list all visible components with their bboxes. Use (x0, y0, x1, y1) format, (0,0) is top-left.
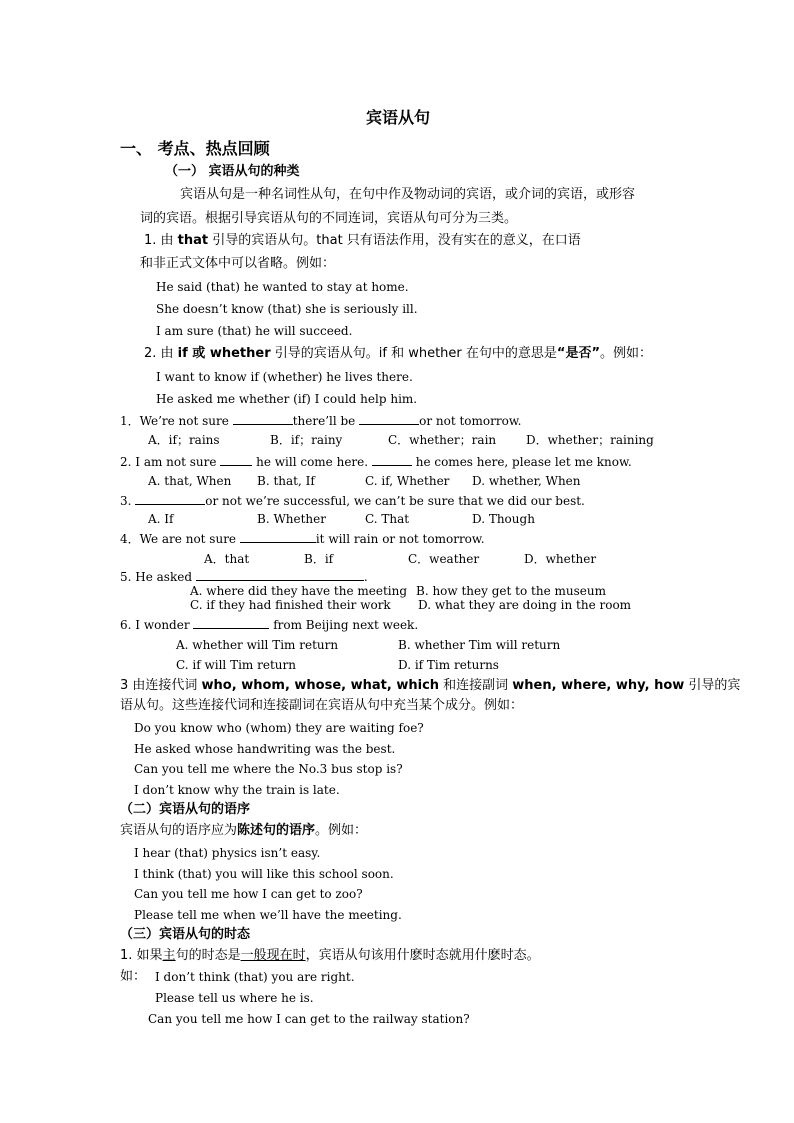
section-heading: 一、 考点、热点回顾 (120, 139, 270, 158)
option: A．that (204, 552, 250, 566)
example-sentence: He asked whose handwriting was the best. (134, 742, 396, 756)
example-sentence: Do you know who (whom) they are waiting foe? (134, 721, 424, 735)
option: B. that, If (257, 474, 315, 488)
example-sentence: Can you tell me how I can get to the railway station? (148, 1012, 470, 1026)
question-6: 6. I wonder from Beijing next week. (120, 618, 419, 632)
subsection-heading: （三）宾语从句的时态 (120, 927, 251, 942)
option: A. where did they have the meeting (190, 584, 408, 598)
answer-blank (240, 530, 316, 543)
option: B. how they get to the museum (416, 584, 606, 598)
example-sentence: I think (that) you will like this school soon. (134, 867, 394, 881)
option: B．if；rainy (270, 433, 343, 447)
example-sentence: I am sure (that) he will succeed. (156, 324, 353, 338)
option: B. Whether (257, 512, 326, 526)
intro-line: 词的宾语。根据引导宾语从句的不同连词，宾语从句可分为三类。 (140, 211, 518, 226)
option: D. what they are doing in the room (418, 598, 632, 612)
option: A. that, When (148, 474, 232, 488)
example-sentence: I don’t know why the train is late. (134, 783, 340, 797)
option: D. if Tim returns (398, 658, 499, 672)
question-3: 3. or not we’re successful, we can’t be sure that we did our best. (120, 494, 585, 508)
option: C. if will Tim return (176, 658, 296, 672)
example-label: 如： (120, 969, 147, 984)
answer-blank (372, 453, 412, 466)
example-sentence: Please tell us where he is. (155, 991, 314, 1005)
example-sentence: I don’t think (that) you are right. (155, 970, 355, 984)
example-sentence: Can you tell me where the No.3 bus stop is? (134, 762, 403, 776)
option: B. whether Tim will return (398, 638, 561, 652)
answer-blank (233, 412, 293, 425)
point-3-line: 语从句。这些连接代词和连接副词在宾语从句中充当某个成分。例如： (120, 698, 524, 713)
intro-line: 宾语从句是一种名词性从句，在句中作及物动词的宾语，或介词的宾语，或形容 (180, 187, 636, 202)
example-sentence: She doesn’t know (that) she is seriously ill. (156, 302, 418, 316)
example-sentence: He said (that) he wanted to stay at home. (156, 280, 409, 294)
question-4: 4．We are not sure it will rain or not tomorrow. (120, 532, 485, 546)
option: D．whether (524, 552, 597, 566)
example-sentence: I want to know if (whether) he lives there. (156, 370, 413, 384)
point-2: 2. 由 if 或 whether 引导的宾语从句。if 和 whether 在句中的意思是“是否”。例如： (144, 346, 653, 361)
option: C. That (365, 512, 410, 526)
example-sentence: Can you tell me how I can get to zoo? (134, 887, 363, 901)
point-3: 3 由连接代词 who, whom, whose, what, which 和连接副词 when, where, why, how 引导的宾 (120, 678, 741, 693)
option: C．weather (408, 552, 480, 566)
option: C. if they had finished their work (190, 598, 391, 612)
example-sentence: Please tell me when we’ll have the meeting. (134, 908, 402, 922)
question-1: 1．We’re not sure there’ll be or not tomorrow. (120, 414, 522, 428)
question-5: 5. He asked . (120, 570, 368, 584)
subsection-heading: （二）宾语从句的语序 (120, 802, 251, 817)
option: D. Though (472, 512, 535, 526)
option: D．whether；raining (526, 433, 654, 447)
answer-blank (196, 568, 364, 581)
example-sentence: I hear (that) physics isn’t easy. (134, 846, 321, 860)
answer-blank (220, 453, 252, 466)
option: A. whether will Tim return (176, 638, 339, 652)
option: C. if, Whether (365, 474, 450, 488)
answer-blank (359, 412, 419, 425)
answer-blank (193, 616, 269, 629)
subsection-heading: （一） 宾语从句的种类 (165, 164, 300, 179)
option: D. whether, When (472, 474, 581, 488)
option: B．if (304, 552, 334, 566)
point-1-line: 和非正式文体中可以省略。例如： (140, 256, 336, 271)
order-rule: 宾语从句的语序应为陈述句的语序。例如： (120, 823, 368, 838)
option: C．whether；rain (388, 433, 497, 447)
option: A．if；rains (148, 433, 220, 447)
page-title: 宾语从句 (366, 108, 431, 127)
point-1: 1. 由 that 引导的宾语从句。that 只有语法作用，没有实在的意义，在口语 (144, 233, 581, 248)
tense-rule: 1. 如果主句的时态是一般现在时，宾语从句该用什麽时态就用什麽时态。 (120, 948, 540, 963)
answer-blank (135, 492, 205, 505)
option: A. If (148, 512, 174, 526)
question-2: 2. I am not sure he will come here. he comes here, please let me know. (120, 455, 632, 469)
example-sentence: He asked me whether (if) I could help him. (156, 392, 418, 406)
